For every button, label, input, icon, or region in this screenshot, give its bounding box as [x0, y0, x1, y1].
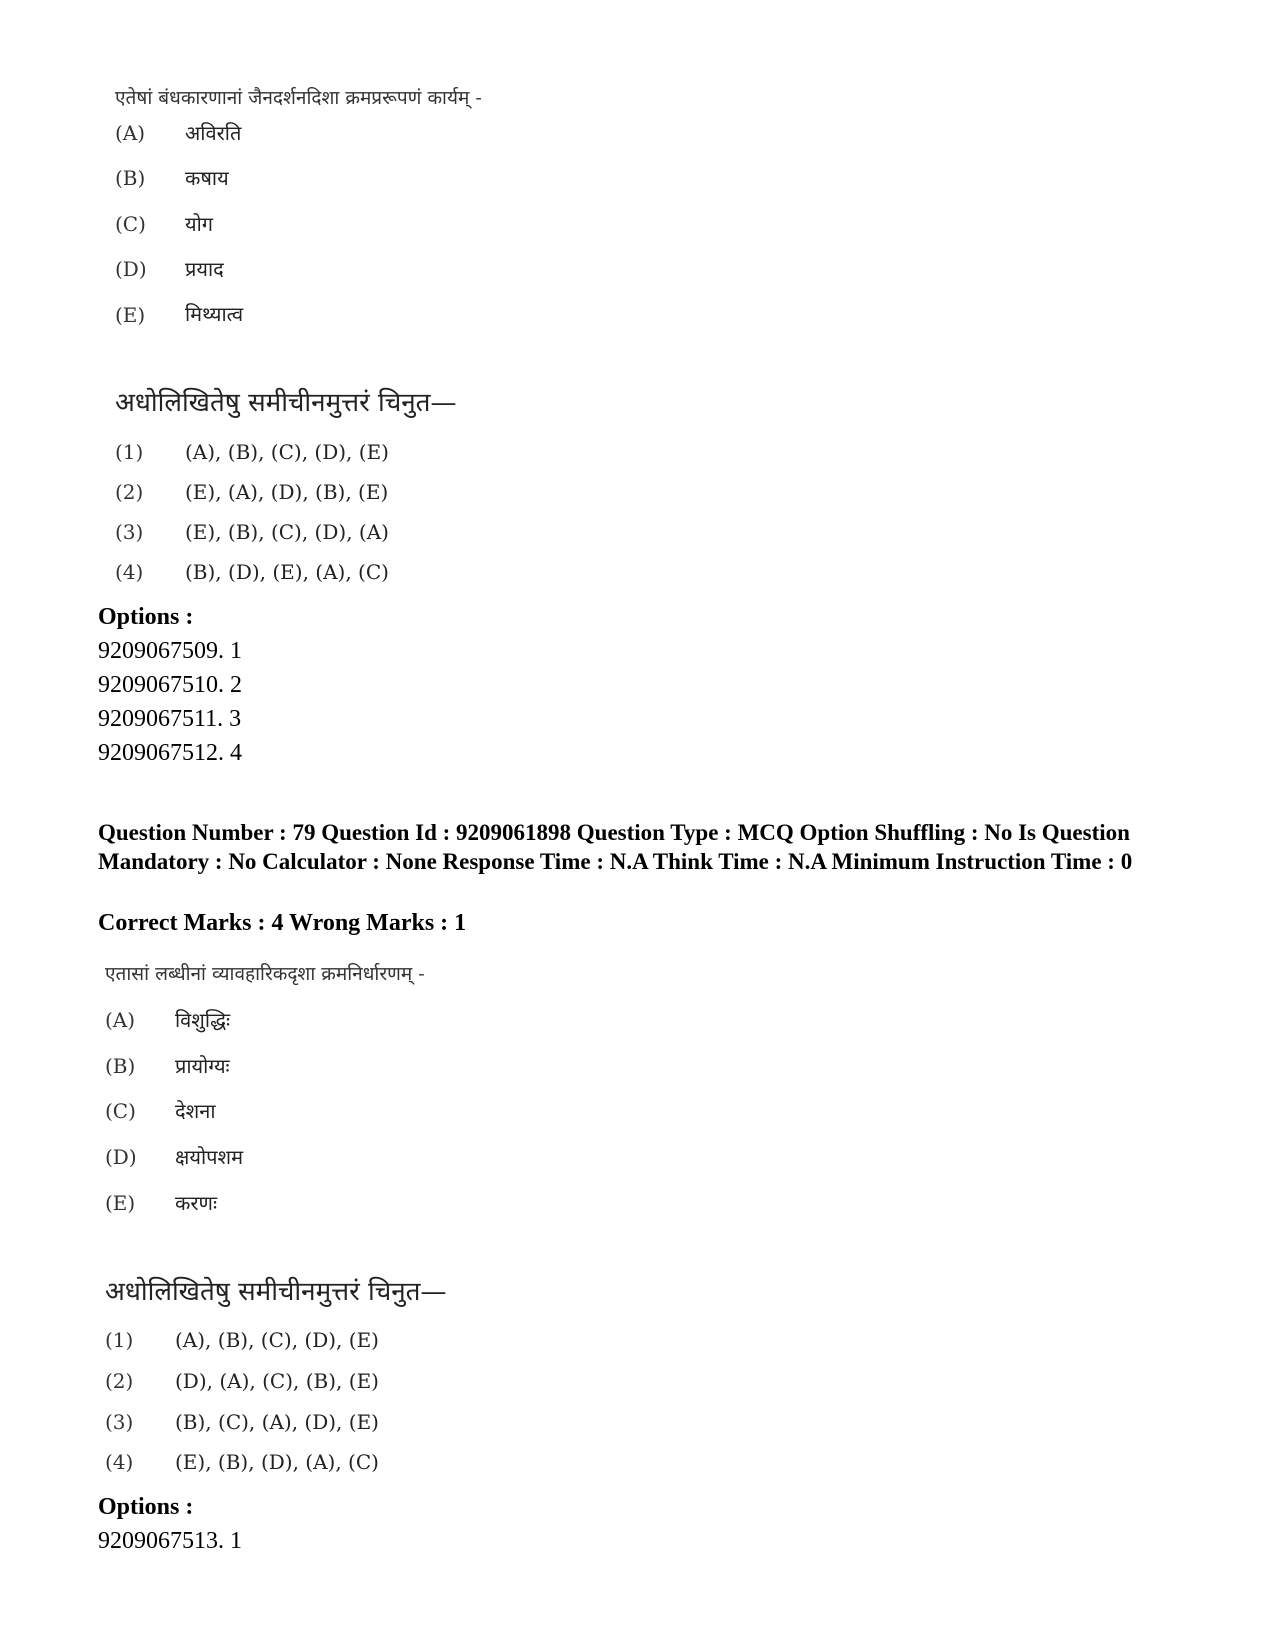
answer-prompt: अधोलिखितेषु समीचीनमुत्तरं चिनुत—	[105, 1277, 447, 1307]
answer-prompt: अधोलिखितेषु समीचीनमुत्तरं चिनुत—	[115, 388, 457, 418]
item-text: मिथ्यात्व	[185, 302, 244, 326]
item-text: विशुद्धिः	[175, 1008, 231, 1032]
answer-label: (3)	[115, 520, 144, 544]
question-intro: एतासां लब्धीनां व्यावहारिकदृशा क्रमनिर्धारणम् -	[105, 963, 425, 985]
item-label: (A)	[105, 1008, 136, 1032]
answer-text: (B), (C), (A), (D), (E)	[175, 1410, 379, 1434]
option-item: 9209067511. 3	[98, 706, 242, 732]
answer-text: (E), (A), (D), (B), (E)	[185, 480, 389, 504]
item-label: (B)	[115, 166, 146, 190]
answer-label: (2)	[105, 1369, 134, 1393]
answer-label: (1)	[115, 440, 144, 464]
option-item: 9209067510. 2	[98, 672, 242, 698]
item-label: (E)	[105, 1191, 136, 1215]
item-text: क्षयोपशम	[175, 1145, 244, 1169]
item-label: (C)	[105, 1099, 136, 1123]
options-heading: Options :	[98, 1494, 194, 1520]
item-text: देशना	[175, 1099, 216, 1123]
item-label: (D)	[115, 257, 147, 281]
item-label: (B)	[105, 1054, 136, 1078]
option-item: 9209067513. 1	[98, 1528, 242, 1554]
options-heading: Options :	[98, 604, 194, 630]
item-text: प्रयाद	[185, 257, 224, 281]
item-text: अविरति	[185, 121, 242, 145]
answer-text: (E), (B), (D), (A), (C)	[175, 1450, 379, 1474]
answer-text: (A), (B), (C), (D), (E)	[175, 1328, 379, 1352]
question-meta: Question Number : 79 Question Id : 9209061898 Question Type : MCQ Option Shuffling : No Is Question Mandatory : No Calculator : None Response Time : N.A Think Time : N.A Minimum Instruction Time : 0	[98, 820, 1133, 874]
answer-label: (4)	[115, 560, 144, 584]
question-intro: एतेषां बंधकारणानां जैनदर्शनदिशा क्रमप्ररूपणं कार्यम् -	[115, 87, 482, 109]
item-label: (C)	[115, 212, 146, 236]
answer-text: (B), (D), (E), (A), (C)	[185, 560, 389, 584]
item-text: कषाय	[185, 166, 229, 190]
answer-text: (A), (B), (C), (D), (E)	[185, 440, 389, 464]
item-label: (A)	[115, 121, 146, 145]
answer-label: (3)	[105, 1410, 134, 1434]
answer-text: (E), (B), (C), (D), (A)	[185, 520, 389, 544]
item-label: (D)	[105, 1145, 137, 1169]
answer-text: (D), (A), (C), (B), (E)	[175, 1369, 379, 1393]
marks-line: Correct Marks : 4 Wrong Marks : 1	[98, 910, 467, 936]
item-text: योग	[185, 212, 214, 236]
item-text: करणः	[175, 1191, 218, 1215]
answer-label: (1)	[105, 1328, 134, 1352]
option-item: 9209067512. 4	[98, 740, 242, 766]
option-item: 9209067509. 1	[98, 638, 242, 664]
item-label: (E)	[115, 303, 146, 327]
answer-label: (2)	[115, 480, 144, 504]
item-text: प्रायोग्यः	[175, 1054, 230, 1078]
answer-label: (4)	[105, 1450, 134, 1474]
